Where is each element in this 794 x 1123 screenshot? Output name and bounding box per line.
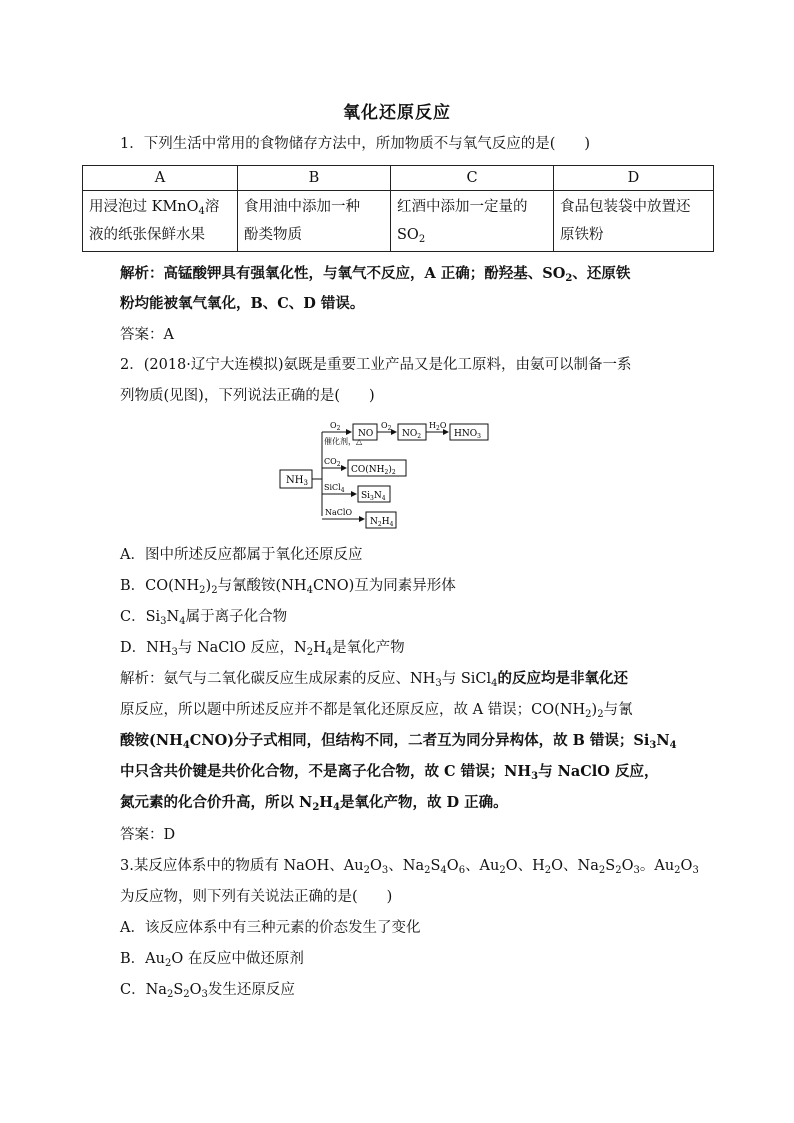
naclo-reagent-label: NaClO bbox=[325, 508, 353, 517]
co2-reagent-label: $CO_2$ bbox=[324, 457, 341, 468]
q2-option-a: A．图中所述反应都属于氧化还原反应 bbox=[120, 547, 363, 563]
q2-analysis-line4: 中只含共价键是共价化合物，不是离子化合物，故 C 错误；$NH_3$与 NaClO 反应， bbox=[120, 763, 659, 782]
q2-option-b: B．$CO(NH_2)_2$与氰酸铵$(NH_4CNO)$互为同素异形体 bbox=[120, 578, 456, 596]
nh3-label: $NH_3$ bbox=[286, 475, 308, 487]
o2-reagent-label-2: $O_2$ bbox=[381, 421, 392, 432]
q1-cell-c: 红酒中添加一定量的 $SO_2$ bbox=[391, 191, 554, 252]
h2o-reagent-label: $H_2O$ bbox=[429, 421, 447, 432]
q2-option-d: D．$NH_3$与 NaClO 反应，$N_2H_4$是氧化产物 bbox=[120, 640, 405, 658]
q1-options-table bbox=[82, 165, 714, 252]
q1-cell-d: 食品包装袋中放置还 原铁粉 bbox=[554, 191, 714, 252]
q1-header-b: B bbox=[238, 166, 391, 191]
urea-label: $CO(NH_2)_2$ bbox=[351, 465, 396, 476]
q2-option-c: C．$Si_3N_4$属于离子化合物 bbox=[120, 609, 288, 627]
q2-analysis-line3: 酸铵$(NH_4CNO)$分子式相同，但结构不同，二者互为同分异构体，故 B 错误；$Si_3N_4$ bbox=[120, 732, 677, 751]
q1-analysis-line1: 解析：高锰酸钾具有强氧化性，与氧气不反应，A 正确；酚羟基、$SO_2$、还原铁 bbox=[120, 265, 631, 284]
hno3-label: $HNO_3$ bbox=[454, 429, 481, 440]
si3n4-label: $Si_3N_4$ bbox=[361, 491, 386, 502]
q1-header-d: D bbox=[554, 166, 714, 191]
q3-option-a: A．该反应体系中有三种元素的价态发生了变化 bbox=[120, 920, 421, 936]
q3-option-c: C．$Na_2S_2O_3$发生还原反应 bbox=[120, 982, 295, 1000]
o2-reagent-label: $O_2$ bbox=[330, 421, 341, 432]
q1-header-a: A bbox=[83, 166, 238, 191]
q1-stem: 1．下列生活中常用的食物储存方法中，所加物质不与氧气反应的是( ) bbox=[120, 136, 591, 152]
q1-header-c: C bbox=[391, 166, 554, 191]
q3-stem-line2: 为反应物，则下列有关说法正确的是( ) bbox=[120, 889, 393, 905]
q2-analysis-line2: 原反应，所以题中所述反应并不都是氧化还原反应，故 A 错误；$CO(NH_2)_2$与氰 bbox=[120, 702, 633, 720]
no2-label: $NO_2$ bbox=[402, 429, 422, 440]
q2-stem-line1: 2．(2018·辽宁大连模拟)氨既是重要工业产品又是化工原料，由氨可以制备一系 bbox=[120, 357, 632, 373]
q3-option-b: B．$Au_2O$ 在反应中做还原剂 bbox=[120, 951, 304, 969]
page-title: 氧化还原反应 bbox=[343, 103, 451, 123]
q1-answer: 答案：A bbox=[120, 327, 174, 343]
catalyst-label: 催化剂，△ bbox=[324, 437, 363, 446]
q2-analysis-line1: 解析：氨气与二氧化碳反应生成尿素的反应、$NH_3$与 SiCl$_4$的反应均是非氧化还 bbox=[120, 670, 629, 689]
q2-stem-line2: 列物质(见图)，下列说法正确的是( ) bbox=[120, 388, 375, 404]
q3-stem-line1: 3.某反应体系中的物质有 NaOH、$Au_2O_3$、$Na_2S_4O_6$、$Au_2O$、$H_2O$、$Na_2S_2O_3$。$Au_2O_3$ bbox=[120, 858, 699, 876]
q2-analysis-line5: 氮元素的化合价升高，所以 $N_2H_4$是氧化产物，故 D 正确。 bbox=[120, 794, 508, 813]
q1-analysis-line2: 粉均能被氧气氧化，B、C、D 错误。 bbox=[120, 295, 365, 312]
q1-cell-a: 用浸泡过 KMnO$_4$溶 液的纸张保鲜水果 bbox=[83, 191, 238, 252]
sicl4-reagent-label: SiCl$_4$ bbox=[324, 483, 345, 494]
ammonia-reaction-diagram bbox=[278, 418, 518, 534]
n2h4-label: $N_2H_4$ bbox=[370, 517, 394, 528]
q1-cell-b: 食用油中添加一种 酚类物质 bbox=[238, 191, 391, 252]
no-label: NO bbox=[358, 429, 374, 439]
q2-answer: 答案：D bbox=[120, 827, 176, 843]
